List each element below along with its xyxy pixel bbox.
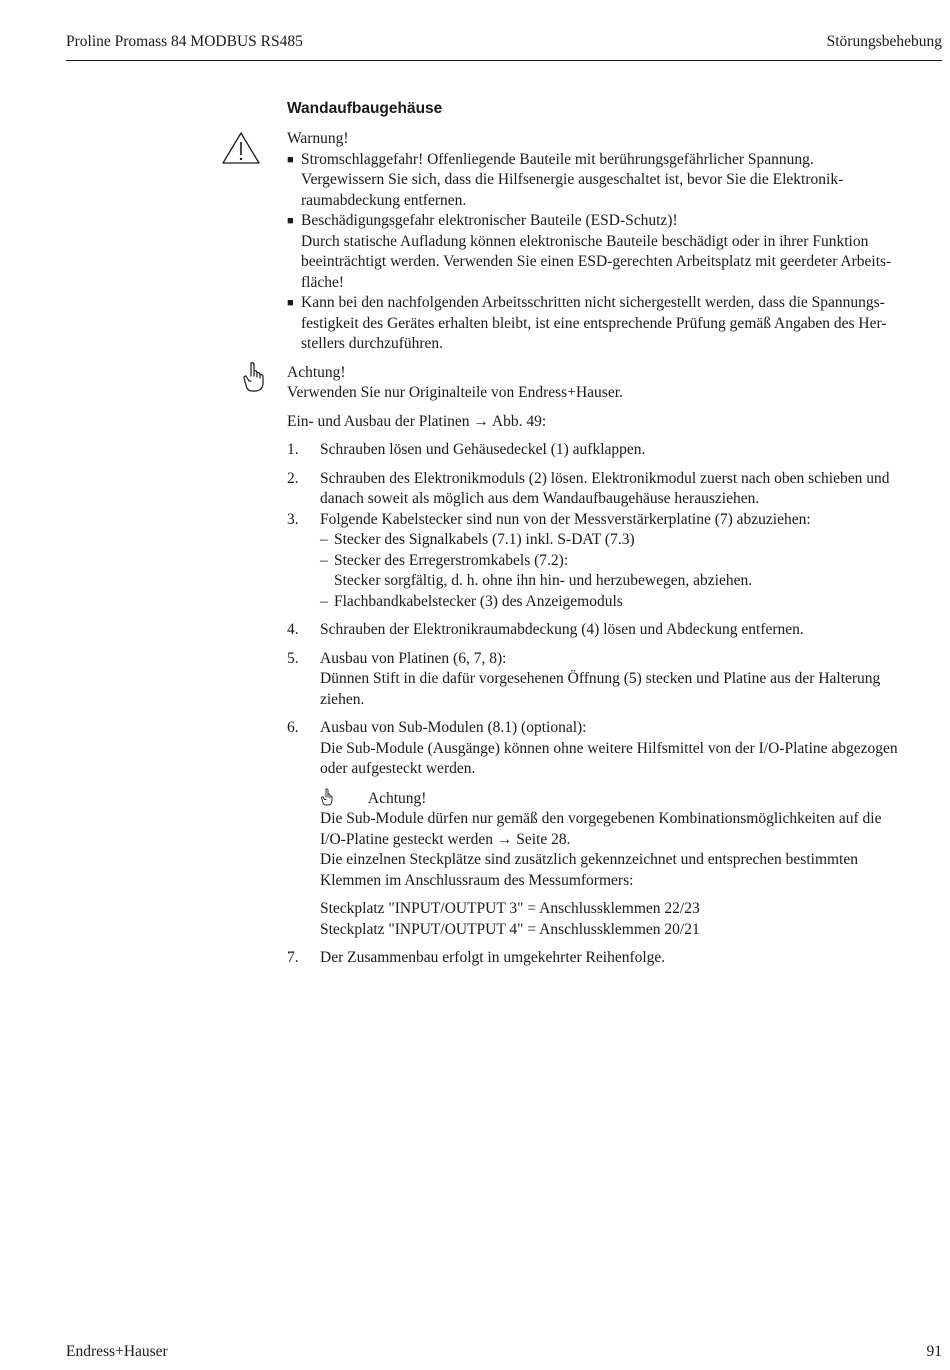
bullet-square-icon: ■ xyxy=(287,215,294,227)
footer-brand: Endress+Hauser xyxy=(66,1343,168,1360)
slot-mapping: Steckplatz "INPUT/OUTPUT 3" = Anschlussklemmen 22/23 Steckplatz "INPUT/OUTPUT 4" = Anschlussklemmen 20/21 xyxy=(320,900,700,938)
running-header-chapter: Störungsbehebung xyxy=(826,33,942,50)
bullet-square-icon: ■ xyxy=(287,297,294,309)
warning-note xyxy=(287,129,943,355)
running-header-title: Proline Promass 84 MODBUS RS485 xyxy=(66,33,303,50)
connector-item: – Flachbandkabelstecker (3) des Anzeigemoduls xyxy=(320,592,623,610)
warning-head: Warnung! xyxy=(287,130,349,147)
connector-list xyxy=(320,530,943,612)
caution-note xyxy=(287,363,943,404)
bullet-square-icon: ■ xyxy=(287,153,294,166)
connector-item: – Stecker des Erregerstromkabels (7.2): Stecker sorgfältig, d. h. ohne ihn hin- und herzubewegen, abziehen. xyxy=(320,551,753,589)
connector-item: – Stecker des Signalkabels (7.1) inkl. S-DAT (7.3) xyxy=(320,531,635,548)
header-rule xyxy=(66,60,942,61)
step-item: 5. Ausbau von Platinen (6, 7, 8): Dünnen Stift in die dafür vorgesehenen Öffnung (5) stecken und Platine aus der Halterung ziehen. xyxy=(287,649,881,708)
step-item: 6. Ausbau von Sub-Modulen (8.1) (optional): Die Sub-Module (Ausgänge) können ohne weitere Hilfsmittel von der I/O-Platine abgezogen oder aufgesteckt werden. Achtung! Die Sub-Module dürfen nur gemäß den vorgegebenen Kombinationsmöglichkeiten auf die I/O-Platine gesteckt werden → Seite 28. Die einzelnen Steckplätze sind zusätzlich gekennzeichnet und entsprechen bestimmten Klemmen im Anschlussraum des Messumformers: Steckplatz "INPUT/OUTPUT 3" = Anschlussklemmen 22/23 Steckplatz "INPUT/OUTPUT 4" = Anschlussklemmen 20/21 xyxy=(287,718,943,940)
warning-triangle-icon xyxy=(221,131,261,165)
section-title: Wandaufbaugehäuse xyxy=(287,100,443,117)
submodule-caution-note: Achtung! Die Sub-Module dürfen nur gemäß den vorgegebenen Kombinationsmöglichkeiten auf die I/O-Platine gesteckt werden → Seite 28. Die einzelnen Steckplätze sind zusätzlich gekennzeichnet und entsprechen bestimmten Klemmen im Anschlussraum des Messumformers: Steckplatz "INPUT/OUTPUT 3" = Anschlussklemmen 22/23 Steckplatz "INPUT/OUTPUT 4" = Anschlussklemmen 20/21 xyxy=(320,788,943,941)
page-content xyxy=(287,98,943,969)
caution-text: Verwenden Sie nur Originalteile von Endress+Hauser. xyxy=(287,384,623,401)
step-list xyxy=(287,440,943,969)
warning-bullet: ■ Kann bei den nachfolgenden Arbeitsschritten nicht sichergestellt werden, dass die Spannungs- festigkeit des Gerätes erhalten bleibt, ist eine entsprechende Prüfung gemäß Angaben des Her- stellers durchzuführen. xyxy=(287,294,887,352)
step-item: 2. Schrauben des Elektronikmoduls (2) lösen. Elektronikmodul zuerst nach oben schieben und danach soweit als möglich aus dem Wandaufbaugehäuse herausziehen. xyxy=(287,469,890,507)
pointing-hand-icon xyxy=(320,788,334,806)
pointing-hand-icon xyxy=(241,361,265,393)
caution-head: Achtung! xyxy=(287,363,346,381)
step-item: 7. Der Zusammenbau erfolgt in umgekehrter Reihenfolge. xyxy=(287,949,666,966)
step-item: 3. Folgende Kabelstecker sind nun von der Messverstärkerplatine (7) abzuziehen: – Stecker des Signalkabels (7.1) inkl. S-DAT (7.3) – Stecker des Erregerstromkabels (7.2): Stecker sorgfältig, d. h. ohne ihn hin- und herzubewegen, abziehen. – Flachbandkabelstecker (3) des Anzeigemoduls xyxy=(287,510,943,613)
page-number: 91 xyxy=(926,1343,942,1360)
step-item: 4. Schrauben der Elektronikraumabdeckung (4) lösen und Abdeckung entfernen. xyxy=(287,621,804,638)
warning-bullets xyxy=(287,150,943,355)
warning-bullet: ■ Beschädigungsgefahr elektronischer Bauteile (ESD-Schutz)! Durch statische Aufladung können elektronische Bauteile beschädigt oder in ihrer Funktion beeinträchtigt werden. Verwenden Sie einen ESD-gerechten Arbeitsplatz mit geerdeter Arbeits- fläche! xyxy=(287,212,892,291)
step-item: 1. Schrauben lösen und Gehäusedeckel (1) aufklappen. xyxy=(287,441,646,458)
intro-text: Ein- und Ausbau der Platinen → Abb. 49: xyxy=(287,412,547,430)
submodule-caution-head: Achtung! xyxy=(367,789,427,807)
warning-bullet: ■ Stromschlaggefahr! Offenliegende Bauteile mit berührungsgefährlicher Spannung. Vergewissern Sie sich, dass die Hilfsenergie ausgeschaltet ist, bevor Sie die Elektronik- raumabdeckung entfernen. xyxy=(287,150,844,209)
